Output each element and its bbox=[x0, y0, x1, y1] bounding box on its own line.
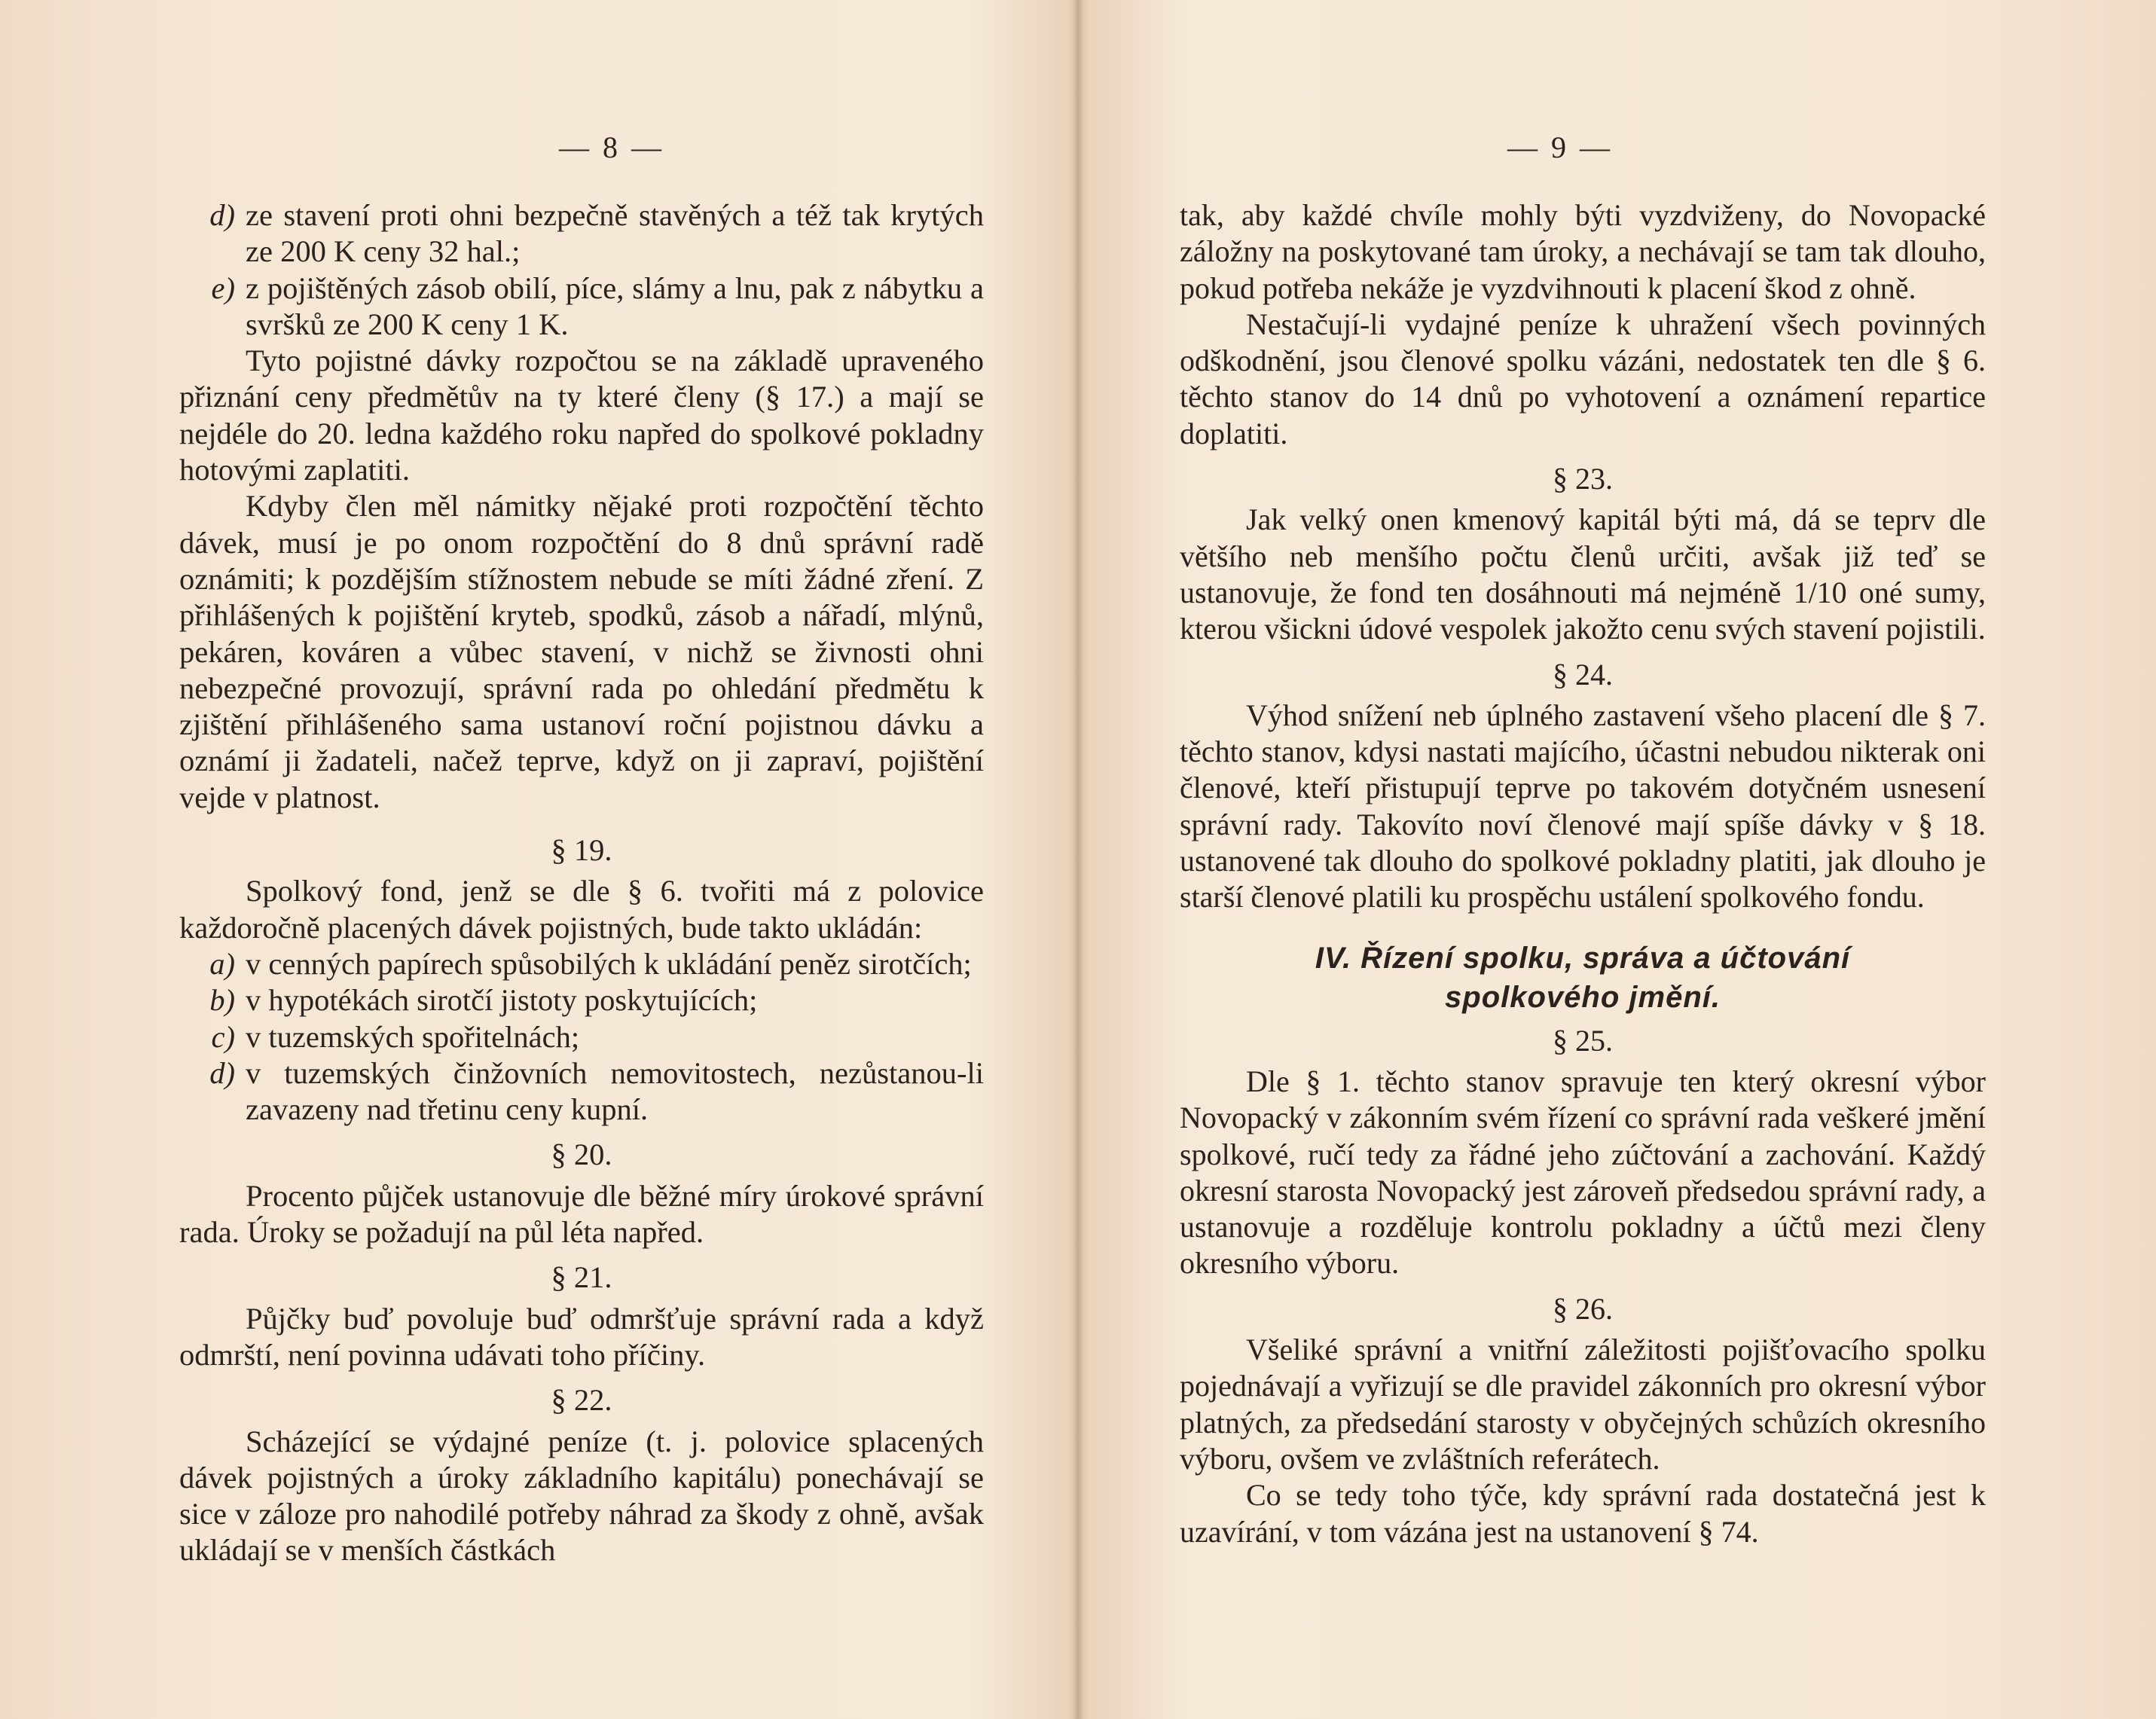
item-text: v tuzemských spořitelnách; bbox=[246, 1019, 580, 1054]
item-text: v tuzemských činžovních nemovitostech, nezůstanou-li zavazeny nad třetinu ceny kupní. bbox=[246, 1055, 984, 1127]
paragraph: Dle § 1. těchto stanov spravuje ten který okresní výbor Novopacký v zákonním svém řízení co správní rada veškeré jmění spolkové, ručí tedy za řádné jeho zúčtování a zachování. Každý okresní starosta Novopacký jest zároveň předsedou správní rady, a ustanovuje a rozděluje kontrolu pokladny a účtů mezi členy okresního výboru. bbox=[1180, 1064, 1986, 1281]
item-text: z pojištěných zásob obilí, píce, slámy a lnu, pak z nábytku a svršků ze 200 K ceny 1 K. bbox=[246, 270, 984, 341]
paragraph: Tyto pojistné dávky rozpočtou se na základě upraveného přiznání ceny předmětův na ty které členy (§ 17.) a mají se nejdéle do 20. ledna každého roku napřed do spolkové pokladny hotovými zaplatiti. bbox=[179, 343, 984, 487]
list-item bbox=[179, 1019, 984, 1055]
list-item bbox=[179, 946, 984, 982]
paragraph: Půjčky buď povoluje buď odmršťuje správní rada a když odmrští, není povinna udávati toho příčiny. bbox=[179, 1301, 984, 1372]
section-heading: § 26. bbox=[1553, 1291, 1613, 1326]
paragraph: Jak velký onen kmenový kapitál býti má, dá se teprv dle většího neb menšího počtu členů určiti, avšak již teď se ustanovuje, že fond ten dosáhnouti má nejméně 1/10 oné sumy, kterou všickni údové vespolek jakožto cenu svých stavení pojistili. bbox=[1180, 502, 1986, 646]
list-item bbox=[179, 1055, 984, 1128]
section-heading: § 25. bbox=[1553, 1023, 1613, 1058]
item-label: d) bbox=[209, 198, 235, 232]
item-text: v hypotékách sirotčí jistoty poskytujících; bbox=[246, 983, 758, 1018]
section-heading: § 19. bbox=[551, 833, 612, 868]
paragraph: Výhod snížení neb úplného zastavení všeho placení dle § 7. těchto stanov, kdysi nastati majícího, účastni nebudou nikterak oni členové, kteří přistupují teprve po takovém dotyčném usnesení správní rady. Takovíto noví členové mají spíše dávky v § 18. ustanovené tak dlouho do spolkové pokladny platiti, jak dlouho je starší členové platili ku prospěchu ustálení spolkového fondu. bbox=[1180, 698, 1986, 914]
paragraph: Spolkový fond, jenž se dle § 6. tvořiti má z polovice každoročně placených dávek pojistných, bude takto ukládán: bbox=[179, 874, 984, 945]
page-number: — 8 — bbox=[559, 130, 664, 164]
paragraph: Co se tedy toho týče, kdy správní rada dostatečná jest k uzavírání, v tom vázána jest na ustanovení § 74. bbox=[1180, 1478, 1986, 1549]
item-label: c) bbox=[211, 1019, 235, 1054]
item-label: a) bbox=[209, 946, 235, 981]
book-fold bbox=[1073, 0, 1083, 1719]
section-heading: § 22. bbox=[551, 1383, 612, 1418]
list-item bbox=[179, 982, 984, 1018]
paragraph: Nestačují-li vydajné peníze k uhražení všech povinných odškodnění, jsou členové spolku vázáni, nedostatek ten dle § 6. těchto stanov do 14 dnů po vyhotovení a oznámení repartice doplatiti. bbox=[1180, 307, 1986, 450]
paragraph: tak, aby každé chvíle mohly býti vyzdviženy, do Novopacké záložny na poskytované tam úroky, a nechávají se tam tak dlouho, pokud potřeba nekáže je vyzdvihnouti k placení škod z ohně. bbox=[1180, 198, 1986, 305]
left-page bbox=[179, 0, 984, 1719]
page-text bbox=[1180, 197, 1986, 1550]
page-number: — 9 — bbox=[1507, 130, 1613, 164]
list-item bbox=[179, 197, 984, 270]
paragraph: Kdyby člen měl námitky nějaké proti rozpočtění těchto dávek, musí je po onom rozpočtění do 8 dnů správní radě oznámiti; k pozdějším stížnostem nebude se míti žádné zření. Z přihlášených k pojištění kryteb, spodků, zásob a nářadí, mlýnů, pekáren, kováren a vůbec stavení, v nichž se živnosti ohni nebezpečné provozují, správní rada po ohledání předmětu k zjištění přihlášeného sama ustanoví roční pojistnou dávku a oznámí ji žadateli, načež teprve, když on ji zapraví, pojištění vejde v platnost. bbox=[179, 489, 984, 814]
item-label: d) bbox=[209, 1055, 235, 1090]
chapter-heading-line: spolkového jmění. bbox=[1445, 980, 1721, 1014]
paragraph: Všeliké správní a vnitřní záležitosti pojišťovacího spolku pojednávají a vyřizují se dle pravidel zákonních pro okresní výbor platných, za předsedání starosty v obyčejných schůzích okresního výboru, ovšem ve zvláštních referátech. bbox=[1180, 1333, 1986, 1476]
section-heading: § 20. bbox=[551, 1137, 612, 1172]
section-heading: § 21. bbox=[551, 1260, 612, 1295]
paragraph: Scházející se výdajné peníze (t. j. polovice splacených dávek pojistných a úroky základního kapitálu) ponechávají se sice v záloze pro nahodilé potřeby náhrad za škody z ohně, avšak ukládají se v menších částkách bbox=[179, 1424, 984, 1568]
page-text bbox=[179, 197, 984, 1569]
chapter-heading bbox=[1180, 939, 1986, 1017]
item-text: v cenných papírech spůsobilých k ukládání peněz sirotčích; bbox=[246, 946, 972, 981]
right-page bbox=[1180, 0, 1986, 1719]
item-label: e) bbox=[211, 270, 235, 305]
item-label: b) bbox=[209, 983, 235, 1018]
chapter-heading-line: IV. Řízení spolku, správa a účtování bbox=[1315, 941, 1851, 975]
paragraph: Procento půjček ustanovuje dle běžné míry úrokové správní rada. Úroky se požadují na půl léta napřed. bbox=[179, 1178, 984, 1250]
list-item bbox=[179, 270, 984, 343]
item-text: ze stavení proti ohni bezpečně stavěných a též tak krytých ze 200 K ceny 32 hal.; bbox=[246, 198, 984, 269]
section-heading: § 24. bbox=[1553, 657, 1613, 692]
section-heading: § 23. bbox=[1553, 462, 1613, 496]
